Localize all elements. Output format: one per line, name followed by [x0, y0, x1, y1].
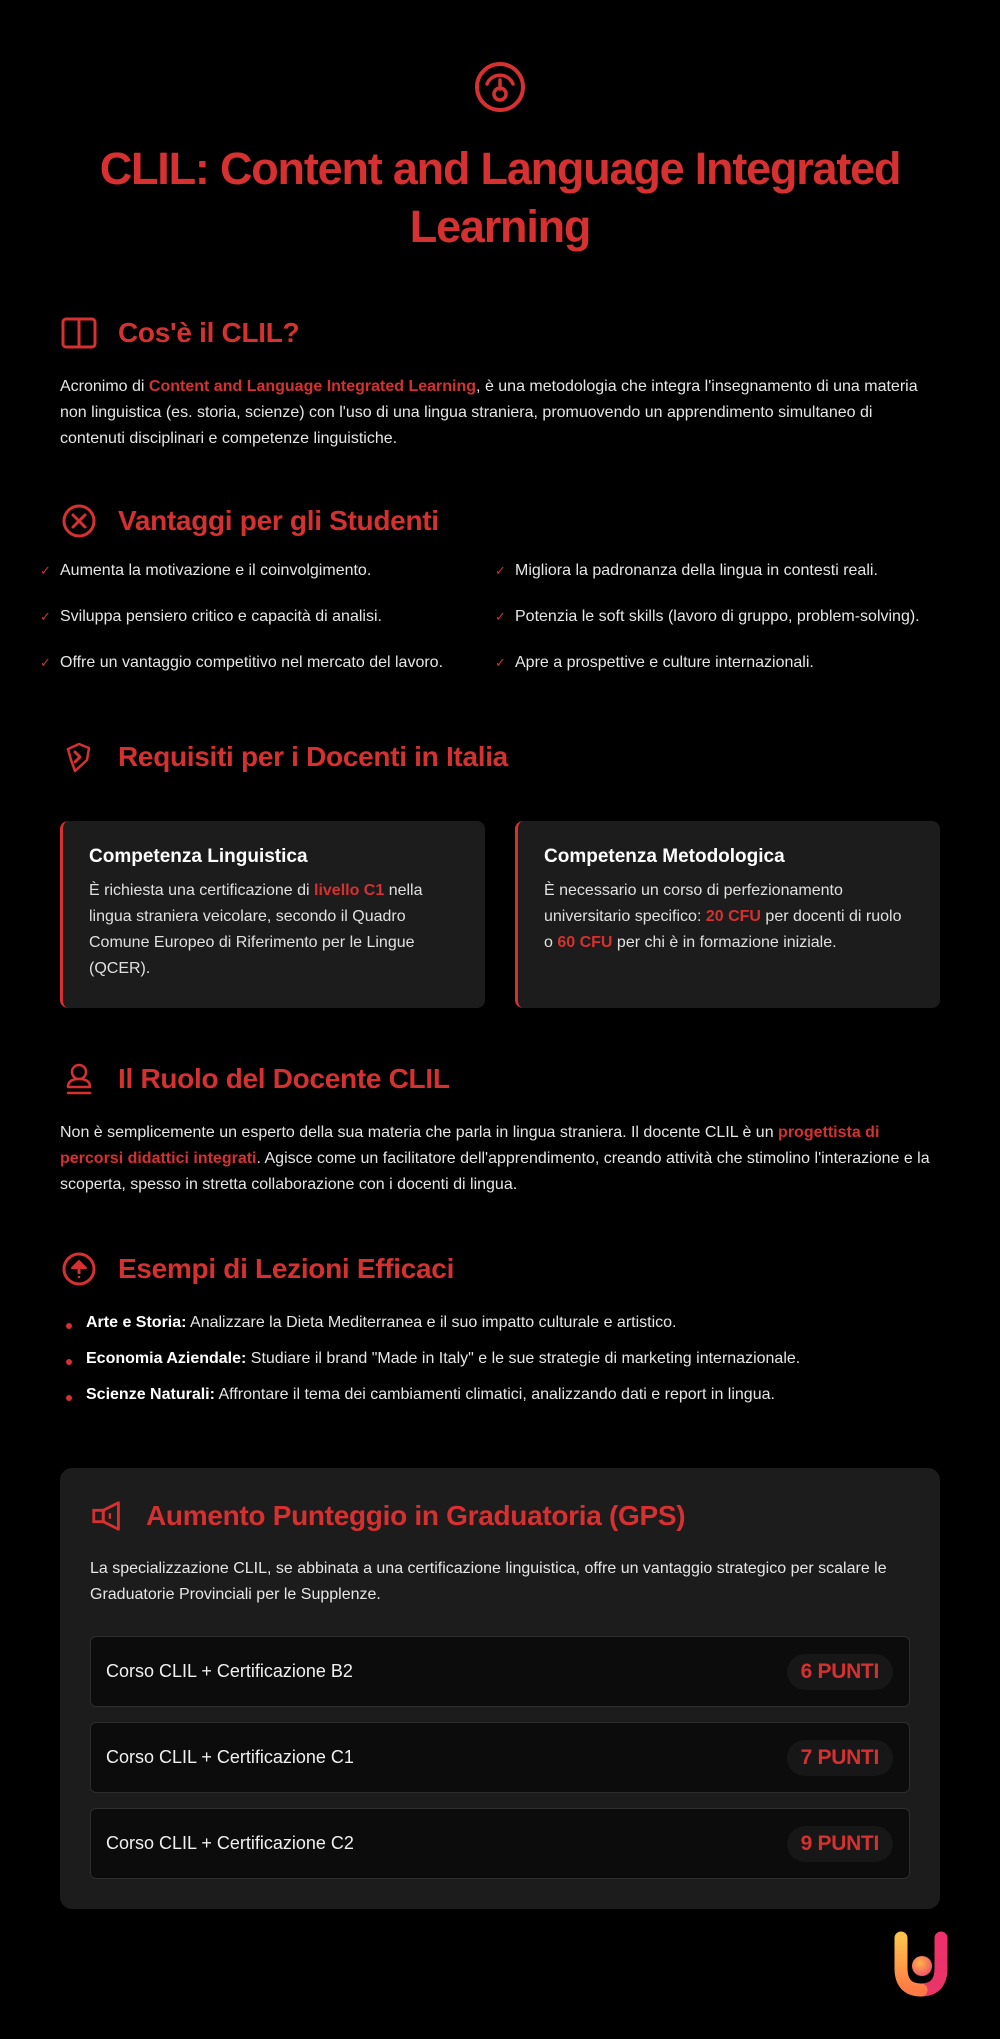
- text: È necessario un corso di perfezionamento universitario specifico:: [544, 882, 843, 925]
- highlight-text: 20 CFU: [705, 908, 761, 925]
- book-open-icon: [60, 314, 98, 352]
- section-header: [60, 1250, 940, 1288]
- gps-paragraph: La specializzazione CLIL, se abbinata a una certificazione linguistica, offre un vantaggio strategico per scalare le Graduatorie Provinciali per le Supplenze.: [90, 1560, 887, 1603]
- highlight-text: 60 CFU: [557, 934, 613, 951]
- text: per chi è in formazione iniziale.: [612, 934, 837, 951]
- section-title: Cos'è il CLIL?: [118, 317, 300, 348]
- text: nella lingua straniera veicolare, secondo il Quadro Comune Europeo di Riferimento per le Lingue (QCER).: [89, 882, 423, 977]
- text: , è una metodologia che integra l'insegnamento di una materia non linguistica (es. storia, scienze) con l'uso di una lingua straniera, promuovendo un apprendimento simultaneo di contenuti disciplinari e competenze linguistiche.: [60, 378, 918, 447]
- section-examples: [60, 1250, 940, 1408]
- section-title: Esempi di Lezioni Efficaci: [118, 1253, 455, 1284]
- points-badge: 7 PUNTI: [787, 1740, 893, 1776]
- advantages-list: [40, 558, 940, 676]
- list-item: [60, 1346, 940, 1372]
- bullet-icon: [66, 1395, 72, 1401]
- check-icon: ✓: [495, 655, 506, 670]
- section-title: Requisiti per i Docenti in Italia: [118, 741, 508, 772]
- item-text: [86, 1310, 676, 1336]
- list-item: [495, 604, 950, 630]
- highlight-text: progettista di percorsi didattici integrati: [60, 1124, 880, 1167]
- card-methodological: [515, 821, 940, 1008]
- what-is-paragraph: [60, 374, 940, 452]
- table-row: [90, 1808, 910, 1879]
- card-title: Competenza Metodologica: [544, 846, 785, 867]
- shield-chevron-icon: [60, 738, 98, 776]
- requirements-cards: [60, 821, 940, 1008]
- page-title: CLIL: Content and Language Integrated Learning: [99, 143, 901, 252]
- text: Affrontare il tema dei cambiamenti climatici, analizzando dati e report in lingua.: [214, 1386, 775, 1403]
- row-label: Corso CLIL + Certificazione B2: [106, 1661, 353, 1681]
- bullet-icon: [66, 1323, 72, 1329]
- text: per docenti di ruolo o: [544, 908, 902, 951]
- row-label: Corso CLIL + Certificazione C1: [106, 1747, 354, 1767]
- section-role: [60, 1060, 940, 1198]
- text: Studiare il brand "Made in Italy" e le sue strategie di marketing internazionale.: [246, 1350, 801, 1367]
- list-item: [40, 650, 495, 676]
- list-item: [40, 604, 495, 630]
- text: Non è semplicemente un esperto della sua materia che parla in lingua straniera. Il docente CLIL è un: [60, 1124, 779, 1141]
- section-header: [60, 1060, 940, 1098]
- item-text: Apre a prospettive e culture internazionali.: [515, 654, 814, 671]
- check-icon: ✓: [40, 609, 51, 624]
- card-text: [544, 878, 914, 956]
- card-linguistic: [60, 821, 485, 1008]
- section-title: Aumento Punteggio in Graduatoria (GPS): [146, 1500, 686, 1531]
- section-header: [90, 1498, 910, 1534]
- list-item: [495, 650, 950, 676]
- table-row: [90, 1722, 910, 1793]
- list-item: [495, 558, 950, 584]
- section-what-is: [60, 314, 940, 452]
- section-requirements: [60, 738, 940, 1008]
- circle-x-icon: [60, 502, 98, 540]
- list-item: [40, 558, 495, 584]
- check-icon: ✓: [495, 563, 506, 578]
- item-text: Offre un vantaggio competitivo nel mercato del lavoro.: [60, 654, 444, 671]
- points-badge: 9 PUNTI: [787, 1826, 893, 1862]
- section-header: [60, 314, 940, 352]
- item-text: Sviluppa pensiero critico e capacità di analisi.: [60, 608, 382, 625]
- section-header: [60, 502, 940, 540]
- examples-list: [60, 1310, 940, 1408]
- list-item: [60, 1382, 940, 1408]
- megaphone-icon: [90, 1498, 126, 1534]
- item-label: Scienze Naturali:: [86, 1386, 215, 1403]
- points-badge: 6 PUNTI: [787, 1654, 893, 1690]
- gps-score-table: [90, 1636, 910, 1879]
- gauge-icon: [473, 60, 527, 114]
- bullet-icon: [66, 1359, 72, 1365]
- section-advantages: [40, 502, 940, 676]
- check-icon: ✓: [40, 563, 51, 578]
- section-gps: [60, 1468, 940, 1909]
- card-title: Competenza Linguistica: [89, 846, 308, 867]
- highlight-text: livello C1: [314, 882, 385, 899]
- item-text: Migliora la padronanza della lingua in contesti reali.: [515, 562, 878, 579]
- text: È richiesta una certificazione di: [89, 882, 314, 899]
- item-text: [86, 1382, 775, 1408]
- text: Analizzare la Dieta Mediterranea e il suo impatto culturale e artistico.: [186, 1314, 677, 1331]
- item-text: Potenzia le soft skills (lavoro di gruppo, problem-solving).: [515, 608, 920, 625]
- circle-arrow-up-icon: [60, 1250, 98, 1288]
- card-text: [89, 878, 459, 982]
- item-label: Arte e Storia:: [86, 1314, 187, 1331]
- table-row: [90, 1636, 910, 1707]
- section-title: Il Ruolo del Docente CLIL: [118, 1063, 450, 1094]
- brand-logo-icon: [885, 1928, 957, 2000]
- text: Acronimo di: [60, 378, 149, 395]
- list-item: [60, 1310, 940, 1336]
- check-icon: ✓: [495, 609, 506, 624]
- role-paragraph: [60, 1120, 940, 1198]
- item-label: Economia Aziendale:: [86, 1350, 247, 1367]
- highlight-text: Content and Language Integrated Learning: [148, 378, 477, 395]
- user-icon: [60, 1060, 98, 1098]
- text: . Agisce come un facilitatore dell'apprendimento, creando attività che stimolino l'interazione e la scoperta, spesso in stretta collaborazione con i docenti di lingua.: [60, 1150, 930, 1193]
- row-label: Corso CLIL + Certificazione C2: [106, 1833, 354, 1853]
- item-text: [86, 1346, 800, 1372]
- section-header: [60, 738, 940, 776]
- hero: [60, 60, 940, 256]
- item-text: Aumenta la motivazione e il coinvolgimento.: [60, 562, 372, 579]
- check-icon: ✓: [40, 655, 51, 670]
- section-title: Vantaggi per gli Studenti: [118, 505, 439, 536]
